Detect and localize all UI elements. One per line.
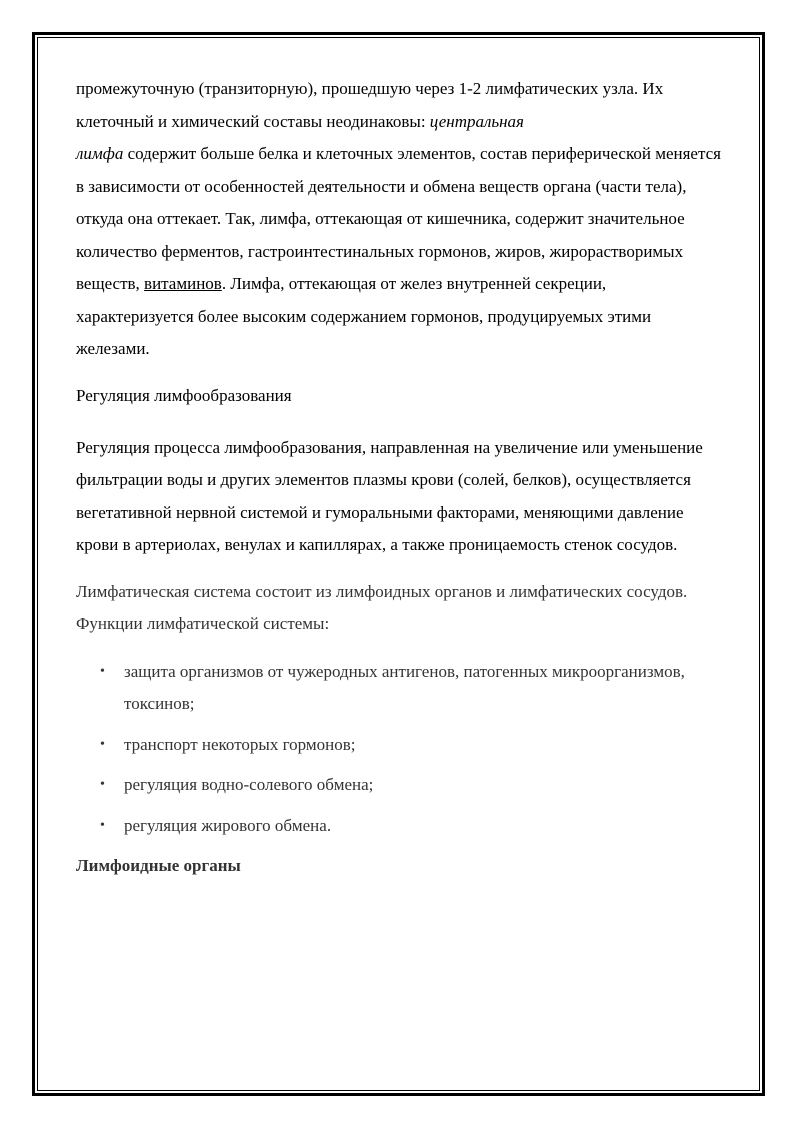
paragraph-regulation: Регуляция процесса лимфообразования, направленная на увеличение или уменьшение фильтрации воды и других элементов плазмы крови (солей, белков), осуществляется вегетативной нервной системой и гуморальными факторами, меняющими давление крови в артериолах, венулах и капиллярах, а также проницаемость стенок сосудов.: [76, 437, 703, 554]
list-item-text: регуляция водно-солевого обмена;: [124, 775, 374, 794]
list-item-text: транспорт некоторых гормонов;: [124, 734, 356, 754]
bullet-icon: •: [100, 663, 105, 679]
bullet-icon: •: [100, 736, 105, 752]
paragraph-lymph-composition: [76, 73, 726, 366]
italic-term-lymph: лимфа: [76, 144, 124, 163]
paragraph-text: промежуточную (транзиторную), прошедшую через 1-2 лимфатических узла. Их клеточный и химический составы неодинаковы:: [76, 79, 664, 131]
paragraph-text: содержит больше белка и клеточных элементов, состав периферической меняется в зависимости от особенностей деятельности и обмена веществ органа (части тела), откуда она оттекает. Так, лимфа, оттекающая от кишечника, содержит значительное количество ферментов, гастроинтестинальных гормонов, жиров, жирорастворимых веществ,: [76, 144, 721, 293]
bullet-icon: •: [100, 777, 105, 792]
list-item: [76, 810, 726, 843]
paragraph-text: . Лимфа, оттекающая от желез внутренней секреции, характеризуется более высоким содержанием гормонов, продуцируемых этими железами.: [76, 274, 652, 358]
lymphatic-system-section: [76, 576, 726, 883]
heading-lymphoid-organs: Лимфоидные органы: [76, 856, 241, 875]
list-item: [76, 729, 726, 762]
document-content: [76, 73, 726, 882]
list-item: [76, 769, 726, 802]
list-item-text: защита организмов от чужеродных антигенов, патогенных микроорганизмов, токсинов;: [124, 661, 685, 713]
list-item: [76, 656, 726, 721]
italic-term-central: центральная: [429, 111, 524, 131]
functions-label: Функции лимфатической системы:: [76, 614, 330, 633]
heading-lymph-regulation: Регуляция лимфообразования: [76, 385, 292, 405]
vitamins-link[interactable]: витаминов: [144, 274, 222, 293]
functions-list: [76, 656, 726, 843]
bullet-icon: •: [100, 817, 105, 833]
list-item-text: регуляция жирового обмена.: [124, 815, 332, 835]
paragraph-lymphatic-system: Лимфатическая система состоит из лимфоидных органов и лимфатических сосудов.: [76, 581, 688, 601]
